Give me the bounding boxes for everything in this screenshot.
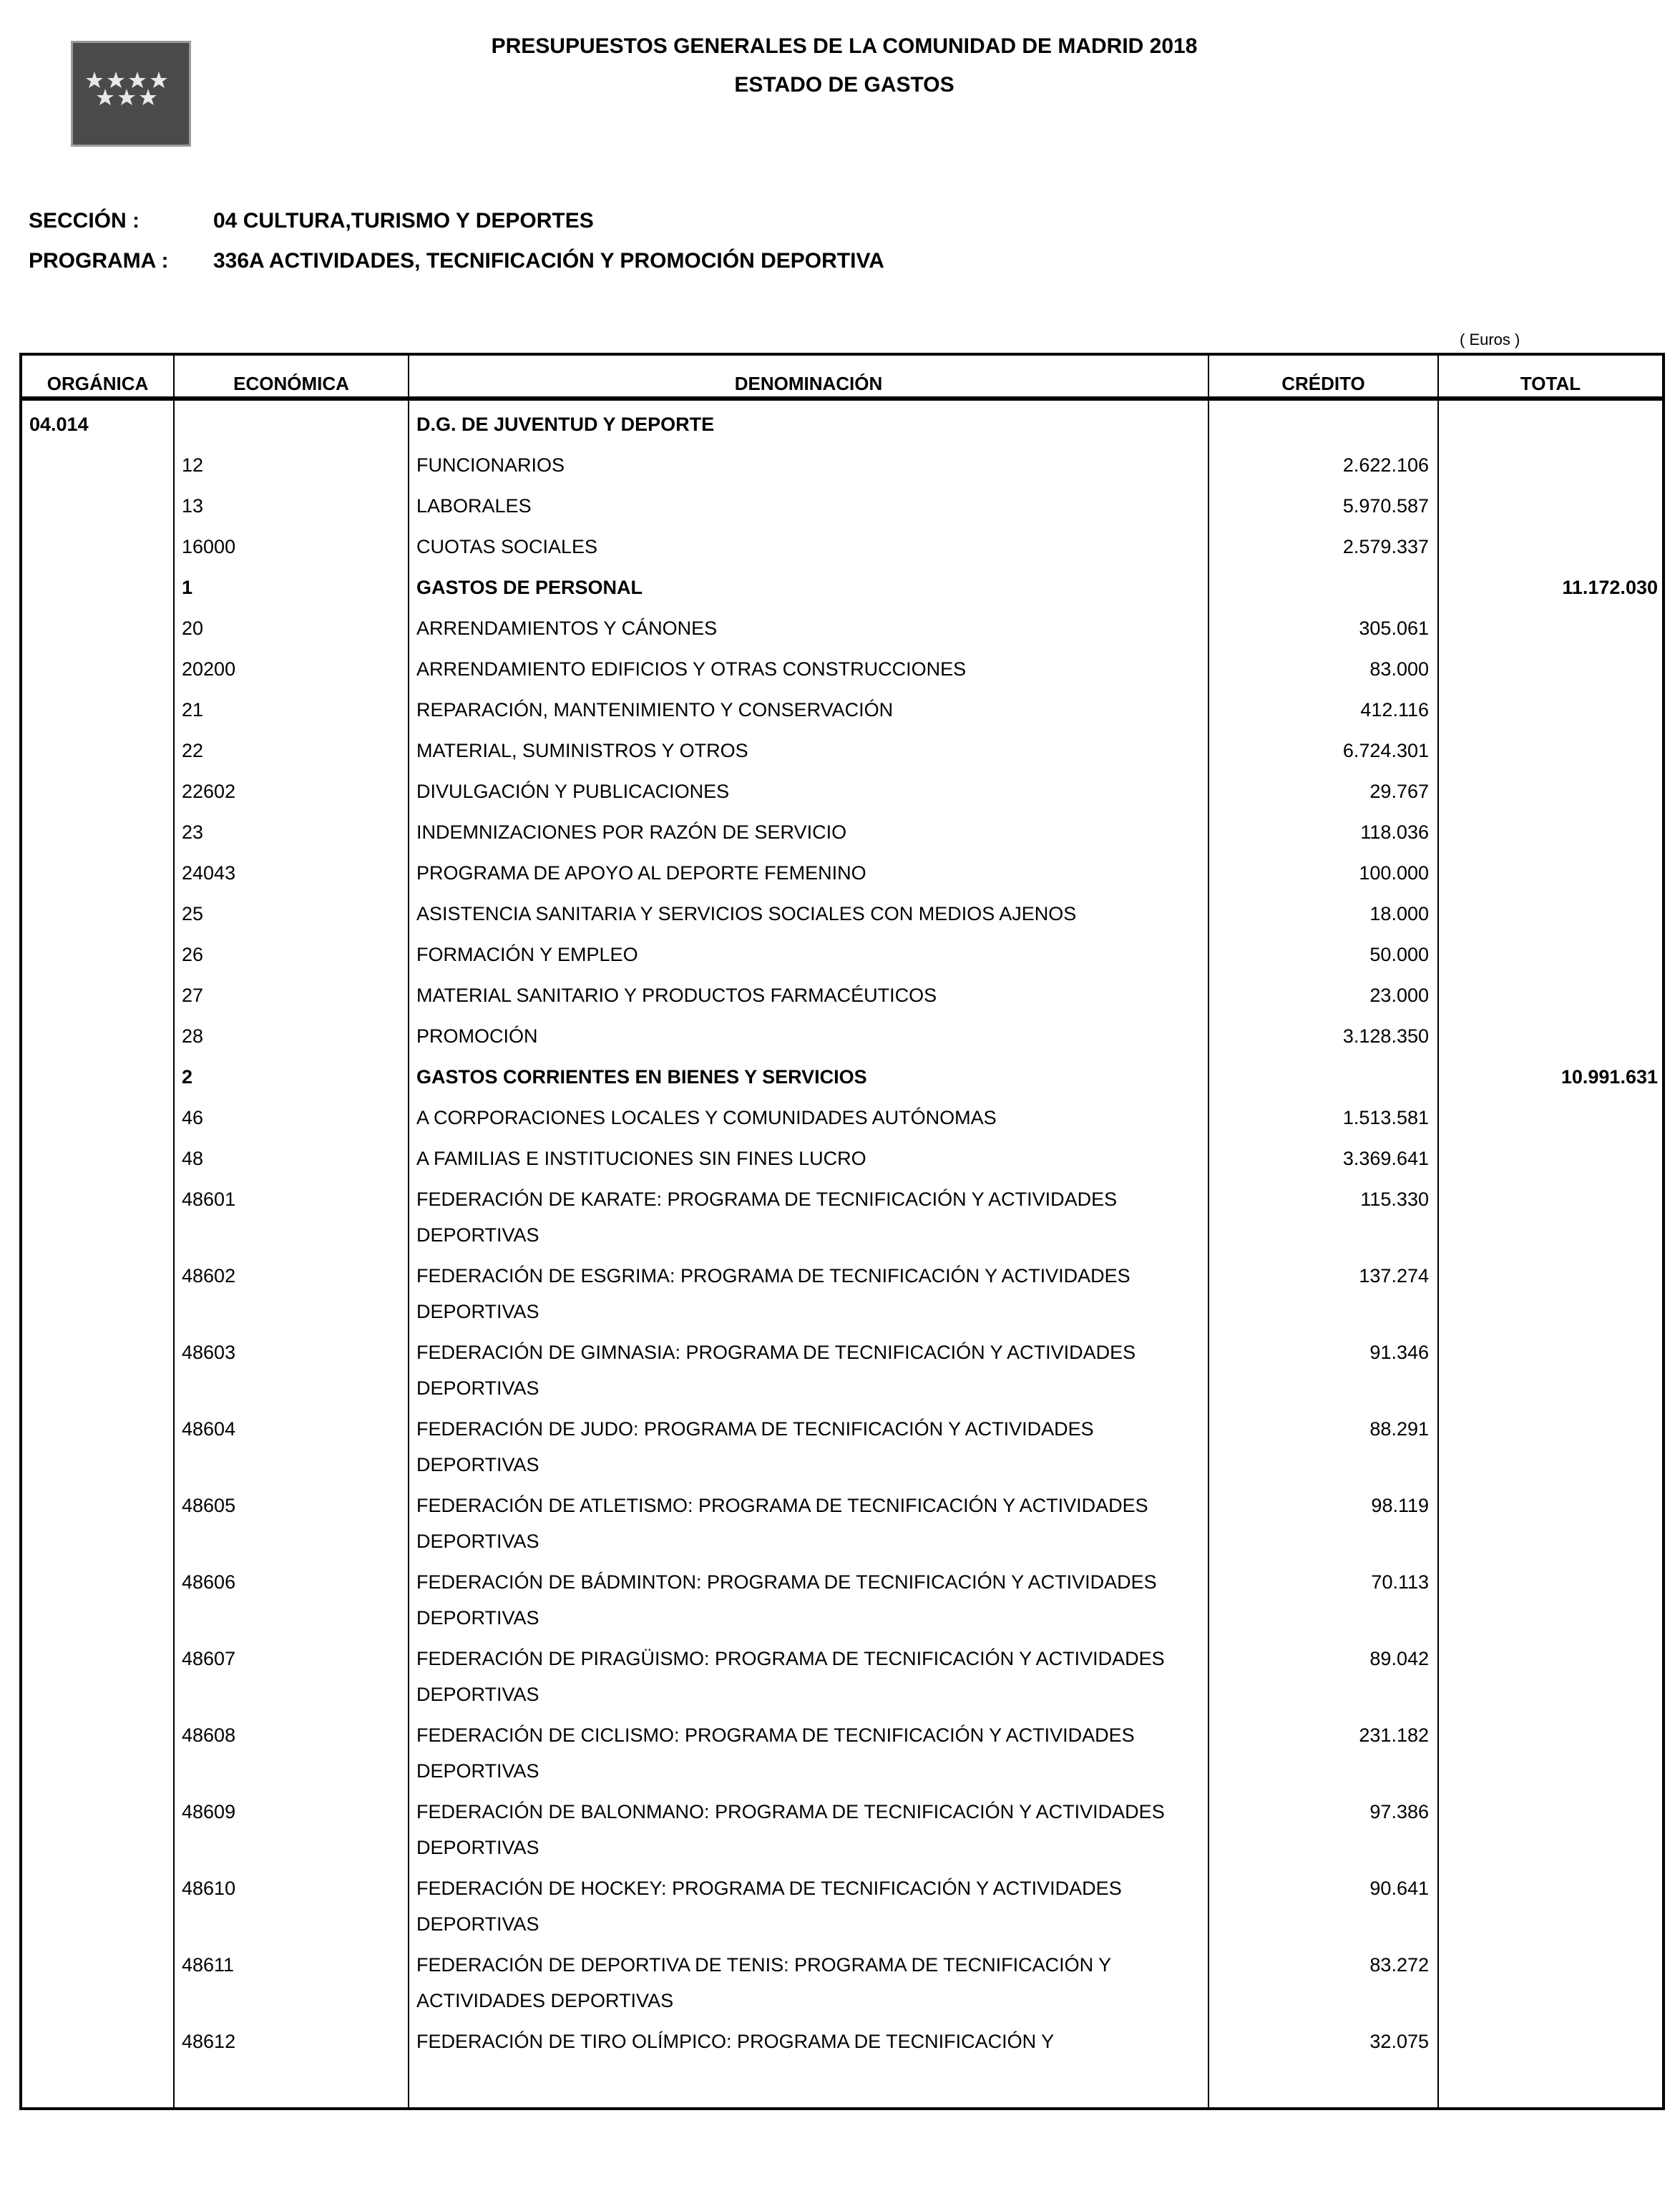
cell-denominacion: FUNCIONARIOS (409, 447, 1208, 488)
cell-credito: 70.113 (1208, 1564, 1438, 1641)
table-row (21, 488, 1664, 529)
cell-denominacion: FEDERACIÓN DE HOCKEY: PROGRAMA DE TECNIFICACIÓN Y ACTIVIDADES DEPORTIVAS (409, 1870, 1208, 1947)
cell-organica (21, 1870, 174, 1947)
cell-denominacion: FEDERACIÓN DE CICLISMO: PROGRAMA DE TECNIFICACIÓN Y ACTIVIDADES DEPORTIVAS (409, 1717, 1208, 1794)
cell-denominacion: FEDERACIÓN DE DEPORTIVA DE TENIS: PROGRAMA DE TECNIFICACIÓN Y ACTIVIDADES DEPORTIVAS (409, 1947, 1208, 2024)
empty-cell (409, 2064, 1208, 2109)
cell-economica: 12 (174, 447, 409, 488)
cell-credito: 91.346 (1208, 1334, 1438, 1411)
cell-total (1438, 937, 1664, 977)
table-row (21, 1564, 1664, 1641)
cell-economica: 22602 (174, 773, 409, 814)
cell-denominacion: A FAMILIAS E INSTITUCIONES SIN FINES LUCRO (409, 1141, 1208, 1181)
cell-total (1438, 1564, 1664, 1641)
cell-total: 11.172.030 (1438, 570, 1664, 610)
cell-total (1438, 1870, 1664, 1947)
cell-denominacion: ARRENDAMIENTO EDIFICIOS Y OTRAS CONSTRUCCIONES (409, 651, 1208, 692)
cell-denominacion: DIVULGACIÓN Y PUBLICACIONES (409, 773, 1208, 814)
cell-credito: 90.641 (1208, 1870, 1438, 1947)
cell-credito: 29.767 (1208, 773, 1438, 814)
table-row (21, 1100, 1664, 1141)
stars-icon (86, 70, 179, 113)
cell-organica (21, 814, 174, 855)
table-row (21, 937, 1664, 977)
table-row (21, 977, 1664, 1018)
table-row (21, 2024, 1664, 2064)
cell-economica: 46 (174, 1100, 409, 1141)
cell-economica: 16000 (174, 529, 409, 570)
cell-total (1438, 399, 1664, 447)
cell-credito: 89.042 (1208, 1641, 1438, 1717)
table-row (21, 1141, 1664, 1181)
table-row (21, 1641, 1664, 1717)
cell-denominacion: ASISTENCIA SANITARIA Y SERVICIOS SOCIALES CON MEDIOS AJENOS (409, 896, 1208, 937)
units-label: ( Euros ) (1460, 331, 1520, 348)
cell-organica (21, 1794, 174, 1870)
table-row (21, 1411, 1664, 1488)
cell-denominacion: FORMACIÓN Y EMPLEO (409, 937, 1208, 977)
cell-total (1438, 651, 1664, 692)
cell-total (1438, 1641, 1664, 1717)
cell-economica: 21 (174, 692, 409, 733)
cell-denominacion: PROGRAMA DE APOYO AL DEPORTE FEMENINO (409, 855, 1208, 896)
cell-economica: 48611 (174, 1947, 409, 2024)
cell-credito: 50.000 (1208, 937, 1438, 977)
cell-denominacion: PROMOCIÓN (409, 1018, 1208, 1059)
column-header-economica: ECONÓMICA (174, 354, 409, 399)
cell-total (1438, 1488, 1664, 1564)
cell-denominacion: REPARACIÓN, MANTENIMIENTO Y CONSERVACIÓN (409, 692, 1208, 733)
cell-organica (21, 733, 174, 773)
cell-economica: 48608 (174, 1717, 409, 1794)
cell-credito: 231.182 (1208, 1717, 1438, 1794)
cell-organica (21, 896, 174, 937)
table-body (21, 399, 1664, 2109)
cell-denominacion: FEDERACIÓN DE TIRO OLÍMPICO: PROGRAMA DE TECNIFICACIÓN Y (409, 2024, 1208, 2064)
cell-credito: 88.291 (1208, 1411, 1438, 1488)
cell-organica (21, 1018, 174, 1059)
document-title-text: PRESUPUESTOS GENERALES DE LA COMUNIDAD DE MADRID 2018 (491, 34, 1198, 58)
cell-total (1438, 1947, 1664, 2024)
cell-organica (21, 1258, 174, 1334)
document-subtitle: ESTADO DE GASTOS (734, 73, 954, 97)
cell-credito: 115.330 (1208, 1181, 1438, 1258)
table-row (21, 529, 1664, 570)
cell-denominacion: FEDERACIÓN DE BÁDMINTON: PROGRAMA DE TECNIFICACIÓN Y ACTIVIDADES DEPORTIVAS (409, 1564, 1208, 1641)
cell-total (1438, 1100, 1664, 1141)
cell-total (1438, 1141, 1664, 1181)
cell-organica (21, 977, 174, 1018)
table-row (21, 1181, 1664, 1258)
cell-organica (21, 570, 174, 610)
cell-economica: 48603 (174, 1334, 409, 1411)
table-row (21, 570, 1664, 610)
table-row (21, 1059, 1664, 1100)
cell-organica (21, 1334, 174, 1411)
cell-economica: 13 (174, 488, 409, 529)
comunidad-madrid-logo (71, 41, 191, 147)
table-row (21, 1334, 1664, 1411)
table-row (21, 814, 1664, 855)
cell-organica (21, 1411, 174, 1488)
cell-total (1438, 1258, 1664, 1334)
cell-credito: 137.274 (1208, 1258, 1438, 1334)
cell-organica (21, 937, 174, 977)
cell-organica (21, 1947, 174, 2024)
cell-economica: 48604 (174, 1411, 409, 1488)
cell-economica: 23 (174, 814, 409, 855)
cell-economica: 26 (174, 937, 409, 977)
cell-economica: 48610 (174, 1870, 409, 1947)
cell-credito (1208, 570, 1438, 610)
cell-denominacion: LABORALES (409, 488, 1208, 529)
column-header-organica: ORGÁNICA (21, 354, 174, 399)
cell-economica: 48607 (174, 1641, 409, 1717)
cell-total (1438, 1334, 1664, 1411)
cell-total (1438, 855, 1664, 896)
cell-organica (21, 1100, 174, 1141)
cell-economica: 20 (174, 610, 409, 651)
cell-credito: 98.119 (1208, 1488, 1438, 1564)
cell-denominacion: D.G. DE JUVENTUD Y DEPORTE (409, 399, 1208, 447)
table-row (21, 1794, 1664, 1870)
cell-credito: 6.724.301 (1208, 733, 1438, 773)
cell-total (1438, 1018, 1664, 1059)
cell-total (1438, 488, 1664, 529)
cell-total: 10.991.631 (1438, 1059, 1664, 1100)
cell-denominacion: FEDERACIÓN DE JUDO: PROGRAMA DE TECNIFICACIÓN Y ACTIVIDADES DEPORTIVAS (409, 1411, 1208, 1488)
cell-economica: 48606 (174, 1564, 409, 1641)
cell-credito: 3.369.641 (1208, 1141, 1438, 1181)
budget-table (19, 353, 1665, 2110)
cell-organica (21, 773, 174, 814)
cell-total (1438, 1411, 1664, 1488)
programa-value: 336A ACTIVIDADES, TECNIFICACIÓN Y PROMOCIÓN DEPORTIVA (213, 249, 884, 273)
cell-denominacion: INDEMNIZACIONES POR RAZÓN DE SERVICIO (409, 814, 1208, 855)
cell-credito (1208, 399, 1438, 447)
cell-total (1438, 1181, 1664, 1258)
cell-economica: 1 (174, 570, 409, 610)
empty-cell (1208, 2064, 1438, 2109)
column-header-denominacion: DENOMINACIÓN (409, 354, 1208, 399)
cell-credito: 5.970.587 (1208, 488, 1438, 529)
cell-credito: 97.386 (1208, 1794, 1438, 1870)
table-row (21, 610, 1664, 651)
empty-cell (174, 2064, 409, 2109)
cell-total (1438, 977, 1664, 1018)
cell-organica (21, 692, 174, 733)
table-header-row (21, 354, 1664, 399)
cell-total (1438, 1717, 1664, 1794)
table-row (21, 399, 1664, 447)
cell-credito: 305.061 (1208, 610, 1438, 651)
cell-denominacion: FEDERACIÓN DE GIMNASIA: PROGRAMA DE TECNIFICACIÓN Y ACTIVIDADES DEPORTIVAS (409, 1334, 1208, 1411)
cell-economica: 20200 (174, 651, 409, 692)
cell-denominacion: A CORPORACIONES LOCALES Y COMUNIDADES AUTÓNOMAS (409, 1100, 1208, 1141)
cell-organica (21, 610, 174, 651)
cell-organica (21, 529, 174, 570)
cell-total (1438, 733, 1664, 773)
cell-total (1438, 1794, 1664, 1870)
cell-denominacion: FEDERACIÓN DE BALONMANO: PROGRAMA DE TECNIFICACIÓN Y ACTIVIDADES DEPORTIVAS (409, 1794, 1208, 1870)
table-row (21, 692, 1664, 733)
cell-credito: 2.622.106 (1208, 447, 1438, 488)
empty-cell (1438, 2064, 1664, 2109)
cell-denominacion: GASTOS DE PERSONAL (409, 570, 1208, 610)
cell-credito: 23.000 (1208, 977, 1438, 1018)
cell-economica: 24043 (174, 855, 409, 896)
cell-economica: 48601 (174, 1181, 409, 1258)
table-row (21, 896, 1664, 937)
table-row (21, 1488, 1664, 1564)
cell-total (1438, 896, 1664, 937)
cell-organica (21, 855, 174, 896)
cell-credito: 3.128.350 (1208, 1018, 1438, 1059)
cell-credito: 118.036 (1208, 814, 1438, 855)
seccion-value: 04 CULTURA,TURISMO Y DEPORTES (213, 209, 594, 233)
cell-organica (21, 1488, 174, 1564)
table-filler-row (21, 2064, 1664, 2109)
column-header-credito: CRÉDITO (1208, 354, 1438, 399)
cell-credito: 1.513.581 (1208, 1100, 1438, 1141)
cell-organica: 04.014 (21, 399, 174, 447)
cell-organica (21, 1717, 174, 1794)
cell-organica (21, 1564, 174, 1641)
table-row (21, 447, 1664, 488)
cell-denominacion: ARRENDAMIENTOS Y CÁNONES (409, 610, 1208, 651)
cell-credito: 32.075 (1208, 2024, 1438, 2064)
cell-economica: 48609 (174, 1794, 409, 1870)
cell-credito (1208, 1059, 1438, 1100)
cell-denominacion: FEDERACIÓN DE ATLETISMO: PROGRAMA DE TECNIFICACIÓN Y ACTIVIDADES DEPORTIVAS (409, 1488, 1208, 1564)
cell-economica (174, 399, 409, 447)
table-row (21, 1717, 1664, 1794)
cell-denominacion: FEDERACIÓN DE KARATE: PROGRAMA DE TECNIFICACIÓN Y ACTIVIDADES DEPORTIVAS (409, 1181, 1208, 1258)
cell-organica (21, 2024, 174, 2064)
cell-economica: 28 (174, 1018, 409, 1059)
table-row (21, 1870, 1664, 1947)
cell-organica (21, 1141, 174, 1181)
column-header-total: TOTAL (1438, 354, 1664, 399)
table-row (21, 733, 1664, 773)
cell-denominacion: CUOTAS SOCIALES (409, 529, 1208, 570)
cell-organica (21, 1641, 174, 1717)
cell-economica: 48605 (174, 1488, 409, 1564)
cell-organica (21, 1181, 174, 1258)
table-row (21, 773, 1664, 814)
table-row (21, 1018, 1664, 1059)
cell-economica: 48602 (174, 1258, 409, 1334)
cell-economica: 25 (174, 896, 409, 937)
table-row (21, 855, 1664, 896)
cell-credito: 18.000 (1208, 896, 1438, 937)
cell-total (1438, 692, 1664, 733)
cell-credito: 100.000 (1208, 855, 1438, 896)
cell-organica (21, 1059, 174, 1100)
cell-credito: 2.579.337 (1208, 529, 1438, 570)
cell-denominacion: FEDERACIÓN DE PIRAGÜISMO: PROGRAMA DE TECNIFICACIÓN Y ACTIVIDADES DEPORTIVAS (409, 1641, 1208, 1717)
table-row (21, 651, 1664, 692)
cell-denominacion: MATERIAL SANITARIO Y PRODUCTOS FARMACÉUTICOS (409, 977, 1208, 1018)
programa-label: PROGRAMA : (29, 249, 169, 273)
cell-organica (21, 488, 174, 529)
cell-organica (21, 651, 174, 692)
cell-economica: 48 (174, 1141, 409, 1181)
cell-total (1438, 529, 1664, 570)
cell-total (1438, 447, 1664, 488)
cell-total (1438, 814, 1664, 855)
cell-denominacion: FEDERACIÓN DE ESGRIMA: PROGRAMA DE TECNIFICACIÓN Y ACTIVIDADES DEPORTIVAS (409, 1258, 1208, 1334)
table-row (21, 1947, 1664, 2024)
cell-economica: 27 (174, 977, 409, 1018)
cell-credito: 83.272 (1208, 1947, 1438, 2024)
cell-total (1438, 610, 1664, 651)
cell-denominacion: GASTOS CORRIENTES EN BIENES Y SERVICIOS (409, 1059, 1208, 1100)
cell-total (1438, 773, 1664, 814)
empty-cell (21, 2064, 174, 2109)
cell-economica: 48612 (174, 2024, 409, 2064)
cell-organica (21, 447, 174, 488)
cell-economica: 22 (174, 733, 409, 773)
cell-denominacion: MATERIAL, SUMINISTROS Y OTROS (409, 733, 1208, 773)
cell-credito: 412.116 (1208, 692, 1438, 733)
seccion-label: SECCIÓN : (29, 209, 140, 233)
cell-economica: 2 (174, 1059, 409, 1100)
cell-total (1438, 2024, 1664, 2064)
table-row (21, 1258, 1664, 1334)
cell-credito: 83.000 (1208, 651, 1438, 692)
